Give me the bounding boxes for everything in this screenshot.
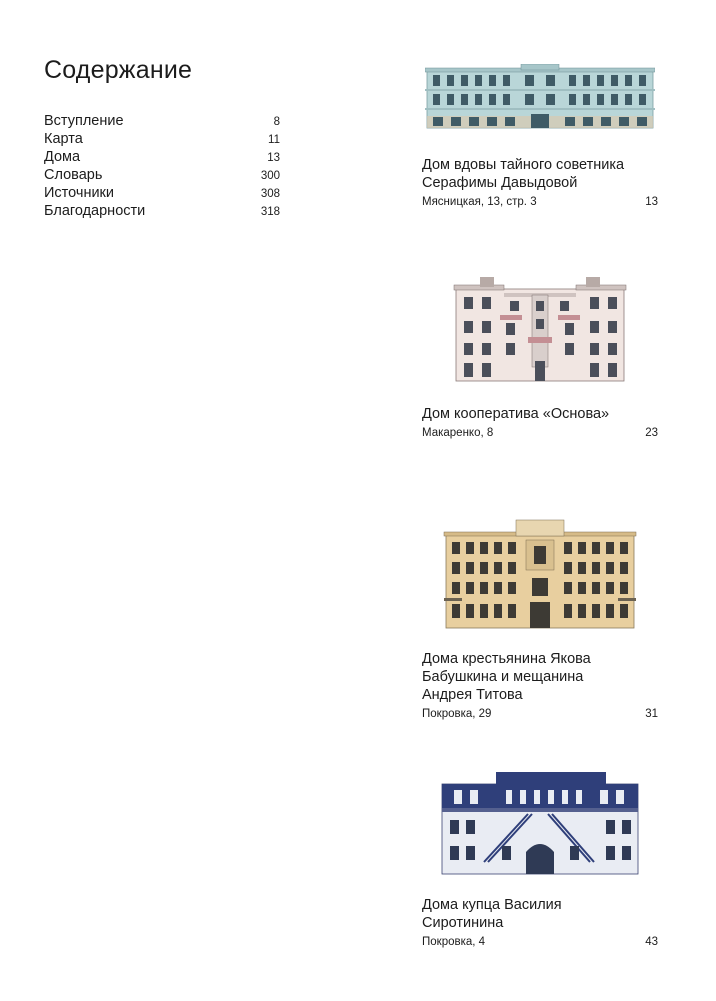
page-title: Содержание bbox=[44, 56, 193, 84]
toc-page-number: 318 bbox=[260, 206, 280, 218]
house-page-number: 23 bbox=[645, 427, 658, 439]
house-entry-davydova[interactable] bbox=[422, 64, 658, 208]
toc-page-number: 300 bbox=[260, 170, 280, 182]
toc-page-number: 11 bbox=[268, 134, 280, 146]
toc-item-map[interactable] bbox=[44, 131, 280, 149]
toc-item-houses[interactable] bbox=[44, 149, 280, 167]
toc-label: Карта bbox=[44, 131, 83, 147]
toc-item-glossary[interactable] bbox=[44, 167, 280, 185]
house-title: Дома купца Василия Сиротинина bbox=[422, 897, 562, 931]
house-address: Макаренко, 8 bbox=[422, 427, 494, 439]
house-page-number: 13 bbox=[645, 196, 658, 208]
toc-label: Вступление bbox=[44, 113, 124, 129]
house-page-number: 43 bbox=[645, 936, 658, 948]
toc-label: Дома bbox=[44, 149, 81, 165]
table-of-contents bbox=[44, 113, 280, 221]
house-entry-osnova[interactable] bbox=[422, 275, 658, 439]
house-meta bbox=[422, 708, 658, 720]
house-meta bbox=[422, 936, 658, 948]
toc-item-sources[interactable] bbox=[44, 185, 280, 203]
house-title: Дом вдовы тайного советника Серафимы Давыдовой bbox=[422, 157, 625, 191]
house-entry-babushkin-titov[interactable] bbox=[422, 518, 658, 720]
toc-item-acknowledgements[interactable] bbox=[44, 203, 280, 221]
house-address: Покровка, 29 bbox=[422, 708, 492, 720]
house-address: Мясницкая, 13, стр. 3 bbox=[422, 196, 537, 208]
house-address: Покровка, 4 bbox=[422, 936, 486, 948]
toc-label: Источники bbox=[44, 185, 115, 201]
toc-page-number: 13 bbox=[267, 152, 280, 164]
facade-illustration-sirotinin bbox=[440, 770, 640, 876]
house-title: Дом кооператива «Основа» bbox=[422, 406, 610, 422]
house-meta bbox=[422, 427, 658, 439]
facade-illustration-babushkin-titov bbox=[442, 518, 638, 630]
facade-illustration-davydova bbox=[425, 64, 655, 132]
toc-label: Благодарности bbox=[44, 203, 146, 219]
house-entry-sirotinin[interactable] bbox=[422, 770, 658, 948]
house-meta bbox=[422, 196, 658, 208]
house-title: Дома крестьянина Якова Бабушкина и мещанина Андрея Титова bbox=[422, 651, 591, 703]
toc-label: Словарь bbox=[44, 167, 103, 183]
toc-page-number: 308 bbox=[260, 188, 280, 200]
toc-item-intro[interactable] bbox=[44, 113, 280, 131]
house-page-number: 31 bbox=[645, 708, 658, 720]
toc-page-number: 8 bbox=[273, 116, 280, 128]
facade-illustration-osnova bbox=[450, 275, 630, 383]
